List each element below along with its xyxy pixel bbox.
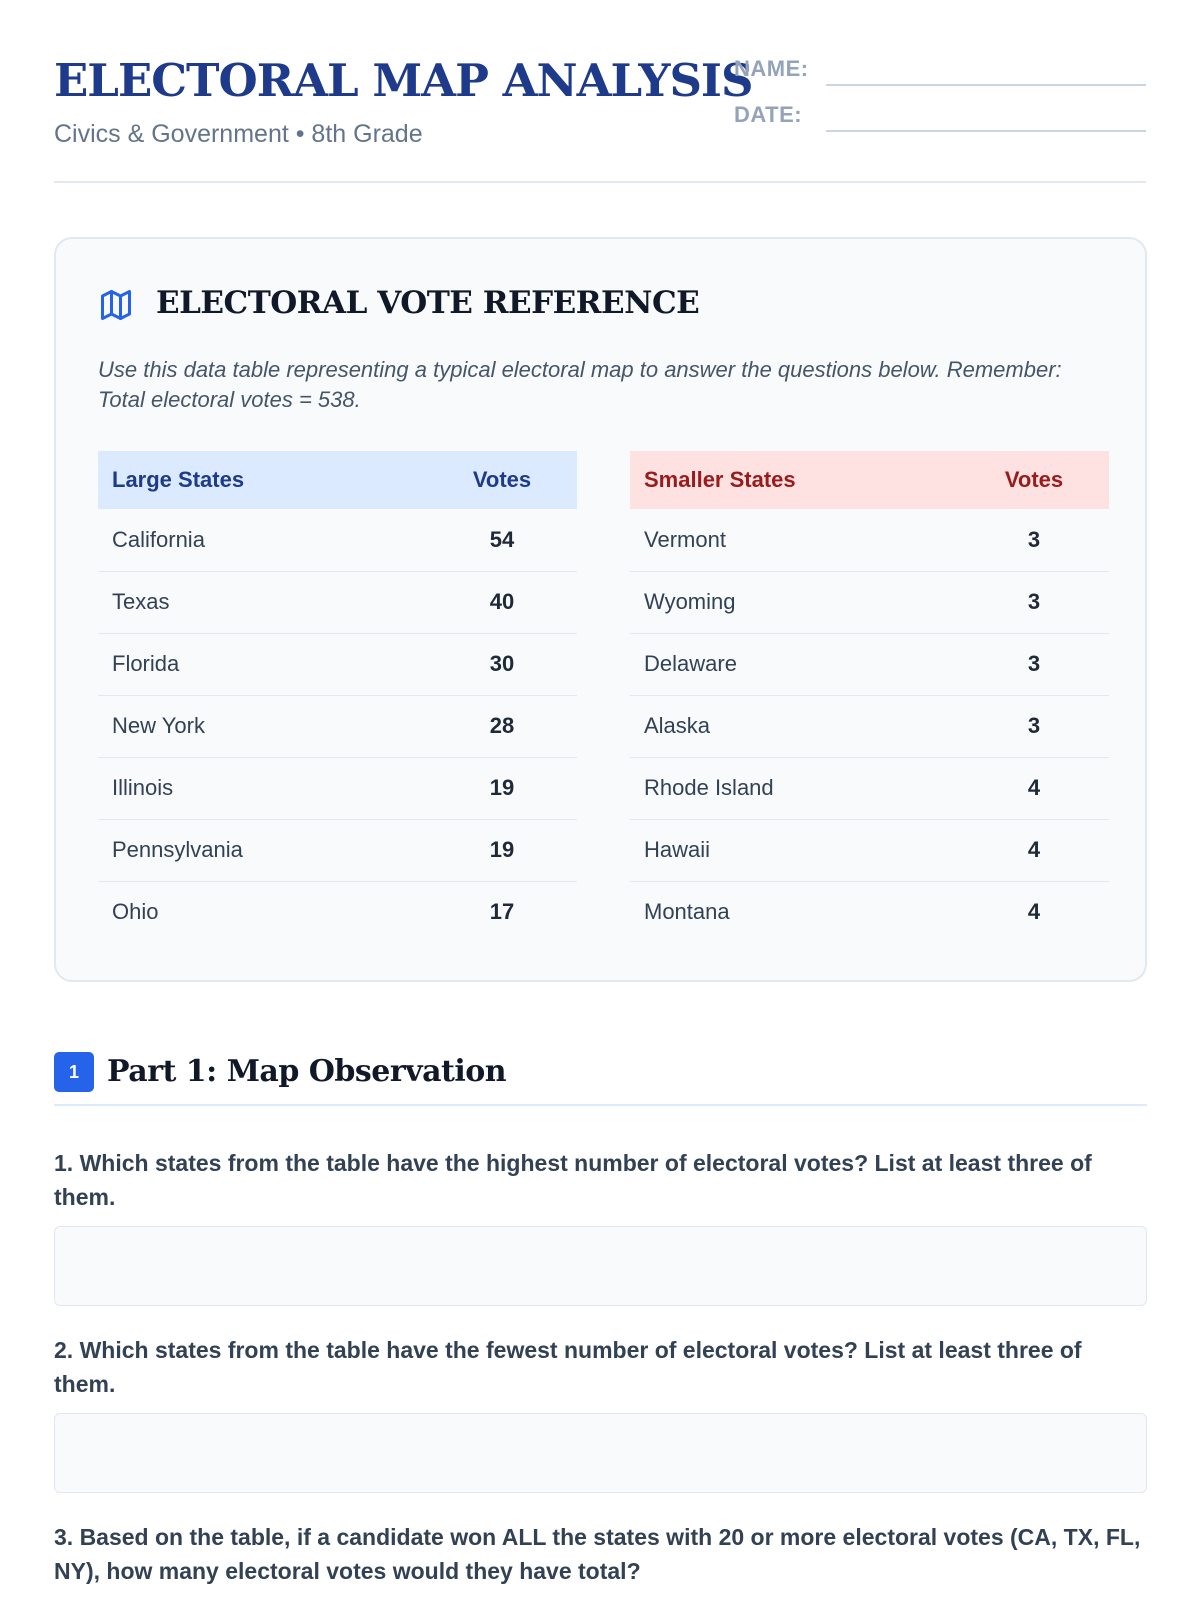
question-1: 1. Which states from the table have the highest number of electoral votes? List at least three of them. [54, 1150, 1092, 1210]
state-votes: 28 [427, 695, 577, 757]
state-name: Vermont [630, 509, 959, 571]
state-votes: 3 [959, 571, 1109, 633]
state-name: Delaware [630, 633, 959, 695]
state-name: Pennsylvania [98, 819, 427, 881]
smaller-votes-header: Votes [959, 451, 1109, 509]
state-name: Texas [98, 571, 427, 633]
reference-description: Use this data table representing a typical electoral map to answer the questions below. Remember: Total electoral votes = 538. [98, 357, 1062, 412]
state-votes: 4 [959, 757, 1109, 819]
large-states-header: Large States [98, 451, 427, 509]
table-row [98, 695, 577, 757]
state-name: Alaska [630, 695, 959, 757]
table-row [630, 819, 1109, 881]
state-votes: 3 [959, 509, 1109, 571]
state-name: Hawaii [630, 819, 959, 881]
map-icon [98, 287, 134, 323]
state-votes: 17 [489, 899, 515, 925]
state-name: Ohio [112, 899, 159, 925]
reference-title: ELECTORAL VOTE REFERENCE [156, 285, 700, 321]
table-row [98, 819, 577, 881]
state-votes: 19 [427, 819, 577, 881]
table-row [98, 757, 577, 819]
table-row [630, 757, 1109, 819]
state-name: New York [98, 695, 427, 757]
question-3: 3. Based on the table, if a candidate won ALL the states with 20 or more electoral votes (CA, TX, FL, NY), how many electoral votes would they have total? [54, 1524, 1141, 1584]
page-subtitle: Civics & Government • 8th Grade [54, 120, 423, 148]
name-line[interactable] [826, 84, 1146, 86]
table-row [630, 695, 1109, 757]
reference-card [54, 237, 1147, 982]
table-row [98, 509, 577, 571]
state-name: California [98, 509, 427, 571]
answer-box-1[interactable] [54, 1226, 1147, 1306]
part-title: Part 1: Map Observation [107, 1054, 507, 1089]
table-row [98, 571, 577, 633]
table-header-row [98, 451, 577, 509]
table-row [98, 881, 577, 943]
question-2: 2. Which states from the table have the fewest number of electoral votes? List at least three of them. [54, 1337, 1082, 1397]
state-votes: 54 [427, 509, 577, 571]
name-label: NAME: [734, 56, 809, 81]
state-name: Illinois [98, 757, 427, 819]
smaller-states-header: Smaller States [630, 451, 959, 509]
large-votes-header: Votes [427, 451, 577, 509]
state-votes: 40 [427, 571, 577, 633]
smaller-states-table [630, 451, 1109, 943]
table-header-row [630, 451, 1109, 509]
table-row [630, 881, 1109, 943]
state-votes: 4 [1027, 899, 1041, 925]
part-number-badge: 1 [54, 1052, 94, 1092]
state-name: Rhode Island [630, 757, 959, 819]
state-name: Florida [98, 633, 427, 695]
date-field[interactable] [734, 102, 1146, 132]
table-row [98, 633, 577, 695]
page-title: ELECTORAL MAP ANALYSIS [54, 54, 753, 107]
worksheet-header [54, 0, 1146, 183]
date-label: DATE: [734, 102, 803, 127]
name-field[interactable] [734, 56, 1146, 86]
state-name: Wyoming [630, 571, 959, 633]
state-votes: 3 [959, 695, 1109, 757]
state-votes: 19 [427, 757, 577, 819]
state-name: Montana [644, 899, 730, 925]
table-row [630, 509, 1109, 571]
state-votes: 30 [427, 633, 577, 695]
table-row [630, 633, 1109, 695]
date-line[interactable] [826, 130, 1146, 132]
state-votes: 4 [959, 819, 1109, 881]
part-1-heading [54, 1052, 1147, 1106]
table-row [630, 571, 1109, 633]
answer-box-2[interactable] [54, 1413, 1147, 1493]
state-votes: 3 [959, 633, 1109, 695]
large-states-table [98, 451, 577, 943]
